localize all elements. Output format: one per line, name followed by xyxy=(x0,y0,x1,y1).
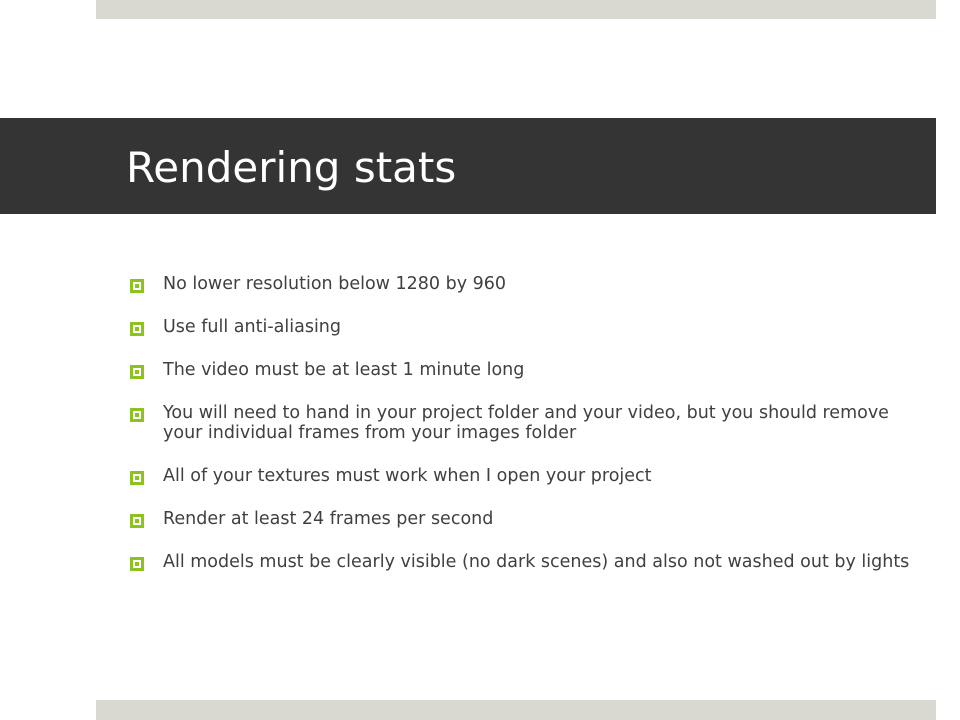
bullet-text: All of your textures must work when I open your project xyxy=(163,466,652,486)
bullet-text: All models must be clearly visible (no dark scenes) and also not washed out by lights xyxy=(163,552,910,572)
bullet-text: Render at least 24 frames per second xyxy=(163,509,494,529)
bullet-text: The video must be at least 1 minute long xyxy=(163,360,525,380)
top-accent-strip xyxy=(96,0,936,19)
bullet-text: Use full anti-aliasing xyxy=(163,317,341,337)
bullet-item xyxy=(128,403,918,443)
bullet-item xyxy=(128,274,918,294)
bullet-text: No lower resolution below 1280 by 960 xyxy=(163,274,507,294)
bullet-item xyxy=(128,466,918,486)
bullet-item xyxy=(128,509,918,529)
square-bullet-icon xyxy=(130,514,144,528)
square-bullet-icon xyxy=(130,557,144,571)
square-bullet-icon xyxy=(130,365,144,379)
bullet-item xyxy=(128,552,918,572)
square-bullet-icon xyxy=(130,322,144,336)
square-bullet-icon xyxy=(130,471,144,485)
bullet-text: You will need to hand in your project folder and your video, but you should remove your individual frames from your images folder xyxy=(163,403,889,443)
bottom-accent-strip xyxy=(96,700,936,720)
square-bullet-icon xyxy=(130,279,144,293)
bullet-list xyxy=(128,274,918,595)
bullet-item xyxy=(128,360,918,380)
square-bullet-icon xyxy=(130,408,144,422)
bullet-item xyxy=(128,317,918,337)
slide-title: Rendering stats xyxy=(126,143,457,192)
